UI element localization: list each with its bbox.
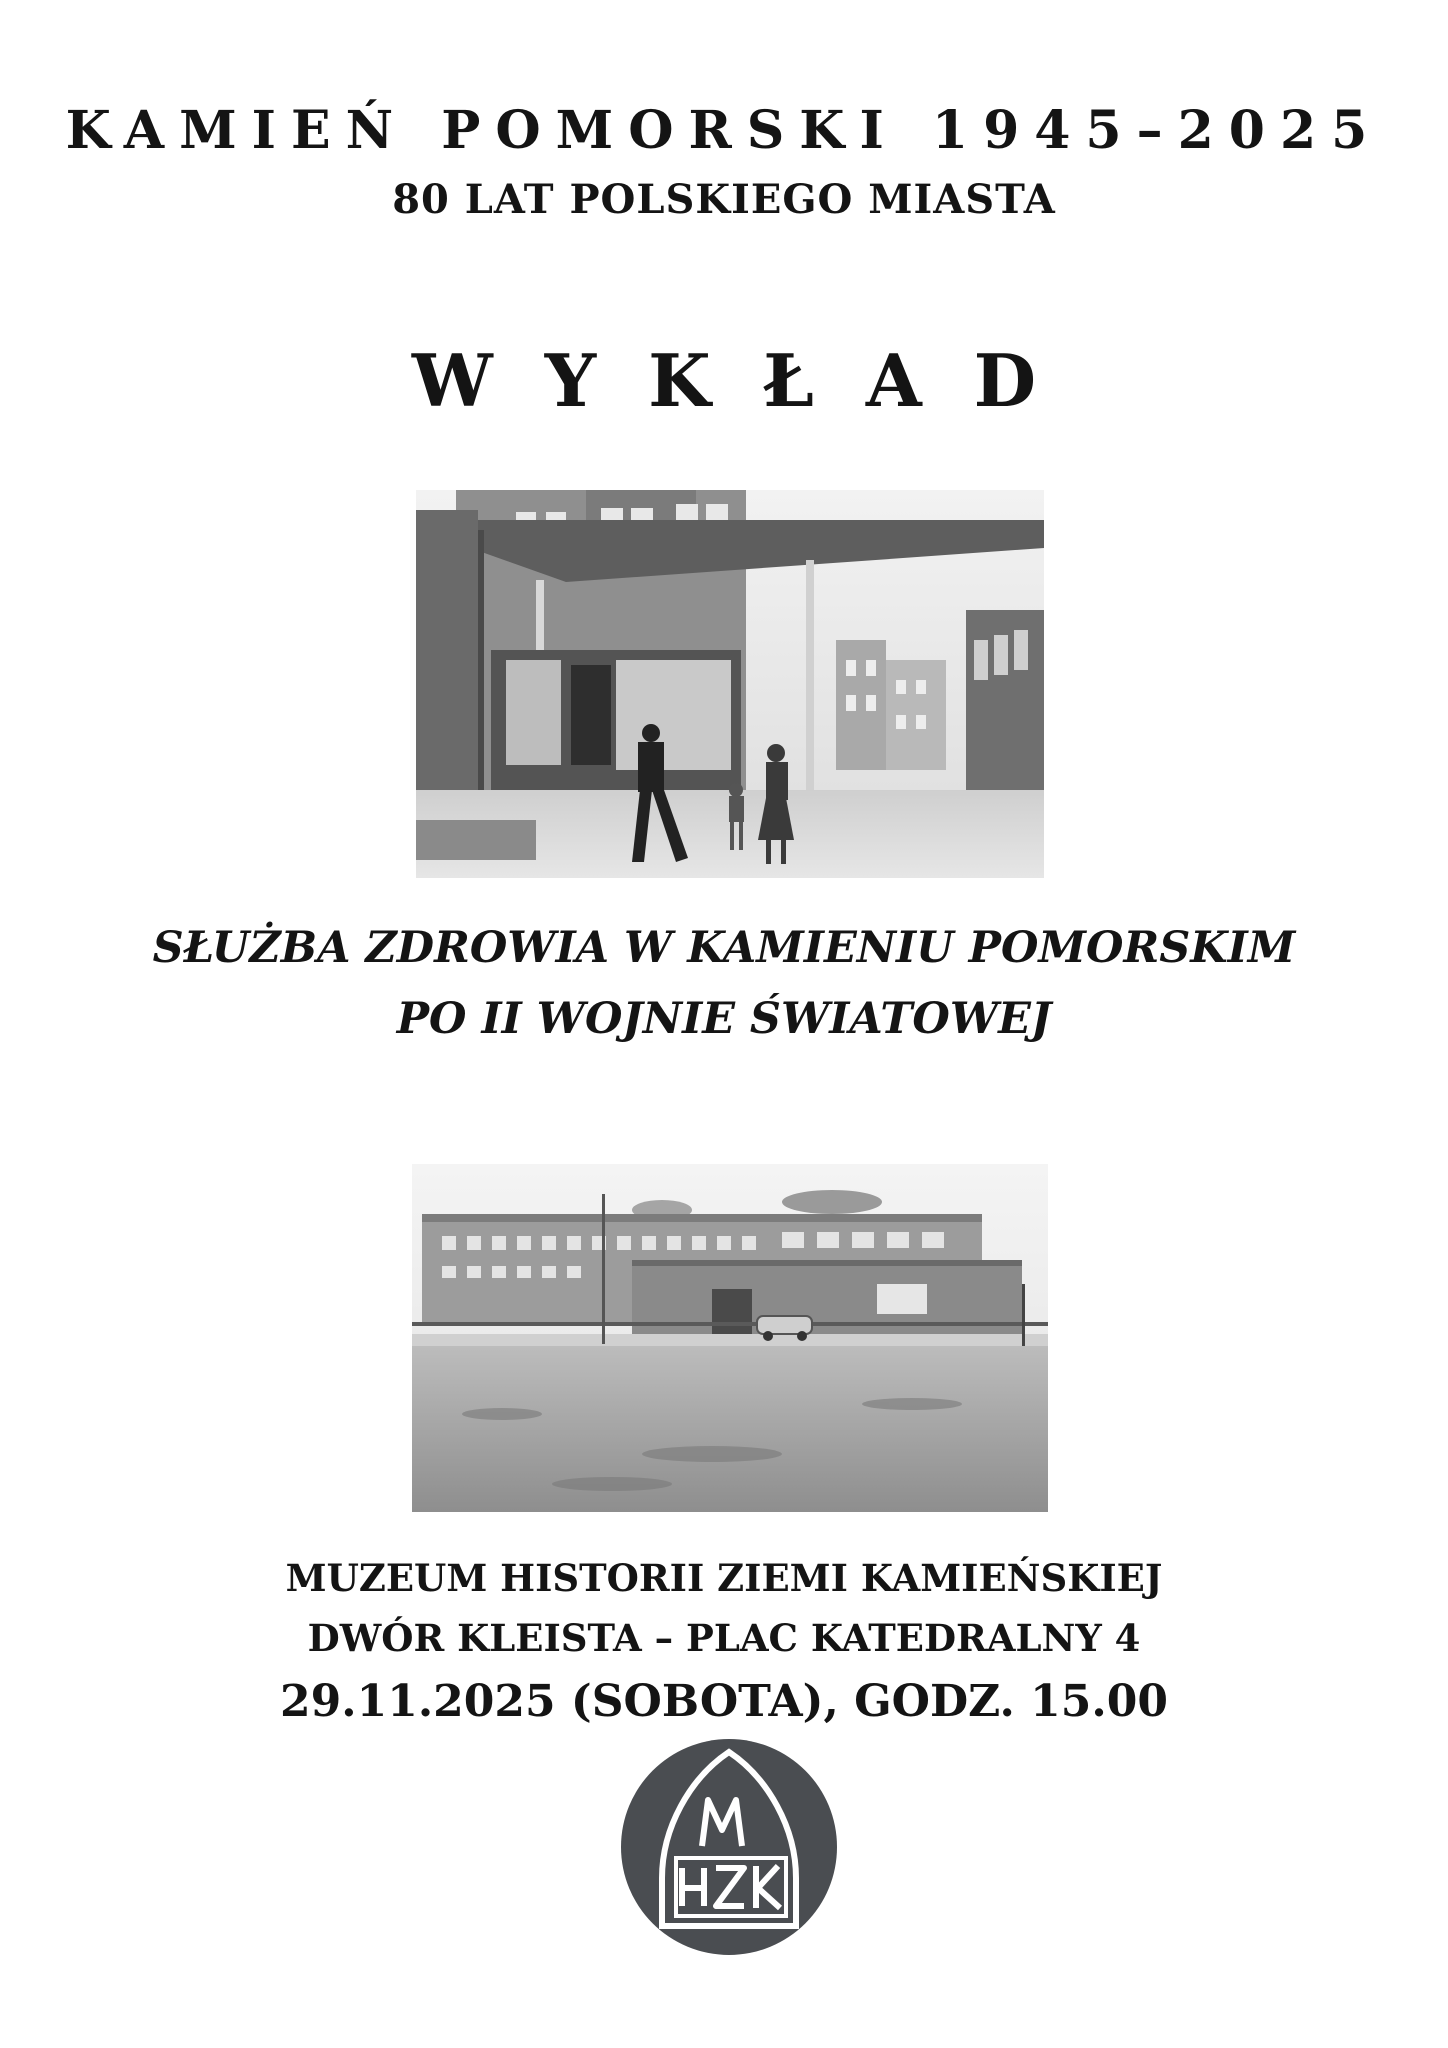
lecture-topic-line-2: PO II WOJNIE ŚWIATOWEJ bbox=[396, 994, 1052, 1044]
header-title: KAMIEŃ POMORSKI 1945–2025 bbox=[65, 100, 1383, 161]
photo-hospital-building bbox=[412, 1164, 1048, 1512]
header-subtitle: 80 LAT POLSKIEGO MIASTA bbox=[392, 176, 1056, 223]
venue-name: MUZEUM HISTORII ZIEMI KAMIEŃSKIEJ bbox=[285, 1556, 1163, 1600]
lecture-topic-line-1: SŁUŻBA ZDROWIA W KAMIENIU POMORSKIM bbox=[152, 923, 1296, 973]
event-datetime: 29.11.2025 (SOBOTA), GODZ. 15.00 bbox=[280, 1676, 1168, 1727]
venue-address: DWÓR KLEISTA – PLAC KATEDRALNY 4 bbox=[307, 1616, 1141, 1660]
photo-clinic-entrance bbox=[416, 490, 1044, 878]
lecture-label: WYKŁAD bbox=[411, 338, 1089, 423]
museum-logo bbox=[620, 1738, 838, 1956]
